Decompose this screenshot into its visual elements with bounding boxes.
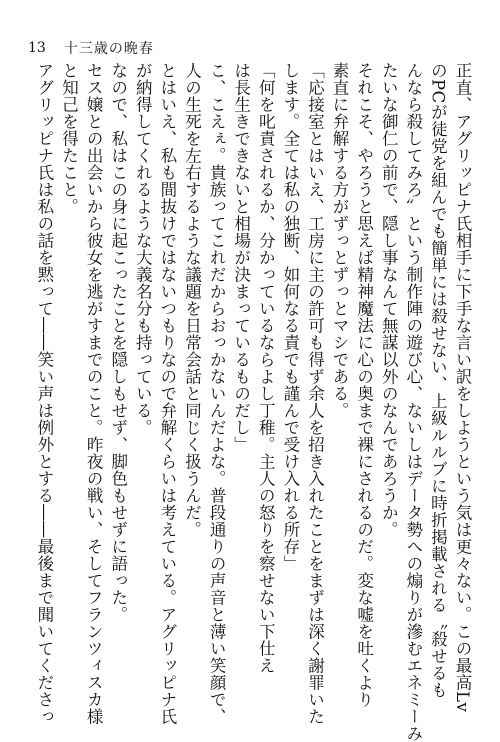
text-line: 「応接室とはいえ、工房に主の許可も得ず余人を招き入れたことをまずは深く謝罪いた [305, 62, 325, 725]
text-line: アグリッピナ氏は私の話を黙って――笑い声は例外とする――最後まで聞いてくださっ [34, 62, 54, 725]
text-line: します。全ては私の独断、如何なる責でも謹んで受け入れる所存」 [280, 62, 300, 572]
text-line: たいな御仁の前で、隠し事なんて無謀以外のなんであろうか。 [379, 62, 399, 538]
text-line: のPCが徒党を組んでも簡単には殺せない、上級ルルブに時折掲載される〝殺せるも [428, 62, 448, 699]
text-line: こ、こえぇ。貴族ってこれだからおっかないんだよな。普段通りの声音と薄い笑顔で、 [207, 62, 227, 725]
text-line: それこそ、やろうと思えば精神魔法に心の奥まで裸にされるのだ。変な嘘を吐くより [354, 62, 374, 708]
text-line: なので、私はこの身に起こったことを隠しもせず、脚色もせずに語った。 [108, 62, 128, 623]
text-line: が納得してくれるような大義名分も持っている。 [133, 62, 153, 436]
running-header [28, 38, 154, 58]
text-line: 素直に弁解する方がずっとずっとマシである。 [330, 62, 350, 419]
text-line: 「何を叱責されるか、分かっているならよし丁稚。主人の怒りを察せない下仕え [256, 62, 276, 674]
text-line: とはいえ、私も間抜けではないつもりなので弁解くらいは考えている。アグリッピナ氏 [157, 62, 177, 725]
chapter-title: 十三歳の晩春 [63, 41, 154, 57]
text-line: セス嬢との出会いから彼女を逃がすまでのこと。昨夜の戦い、そしてフランツィスカ様 [84, 62, 104, 725]
text-line: んなら殺してみろ〟という制作陣の遊び心、ないしはデータ勢への煽りが滲むエネミーみ [403, 62, 423, 742]
text-line: と知己を得たこと。 [59, 62, 79, 215]
text-line: 正直、アグリッピナ氏相手に下手な言い訳をしようという気は更々ない。この最高Lv [453, 62, 472, 713]
text-line: 人の生死を左右するような議題を日常会話と同じく扱うんだ。 [182, 62, 202, 538]
page-number: 13 [28, 40, 46, 56]
vertical-text-body [31, 62, 474, 742]
text-line: は長生きできないと相場が決まっているものだし」 [231, 62, 251, 453]
